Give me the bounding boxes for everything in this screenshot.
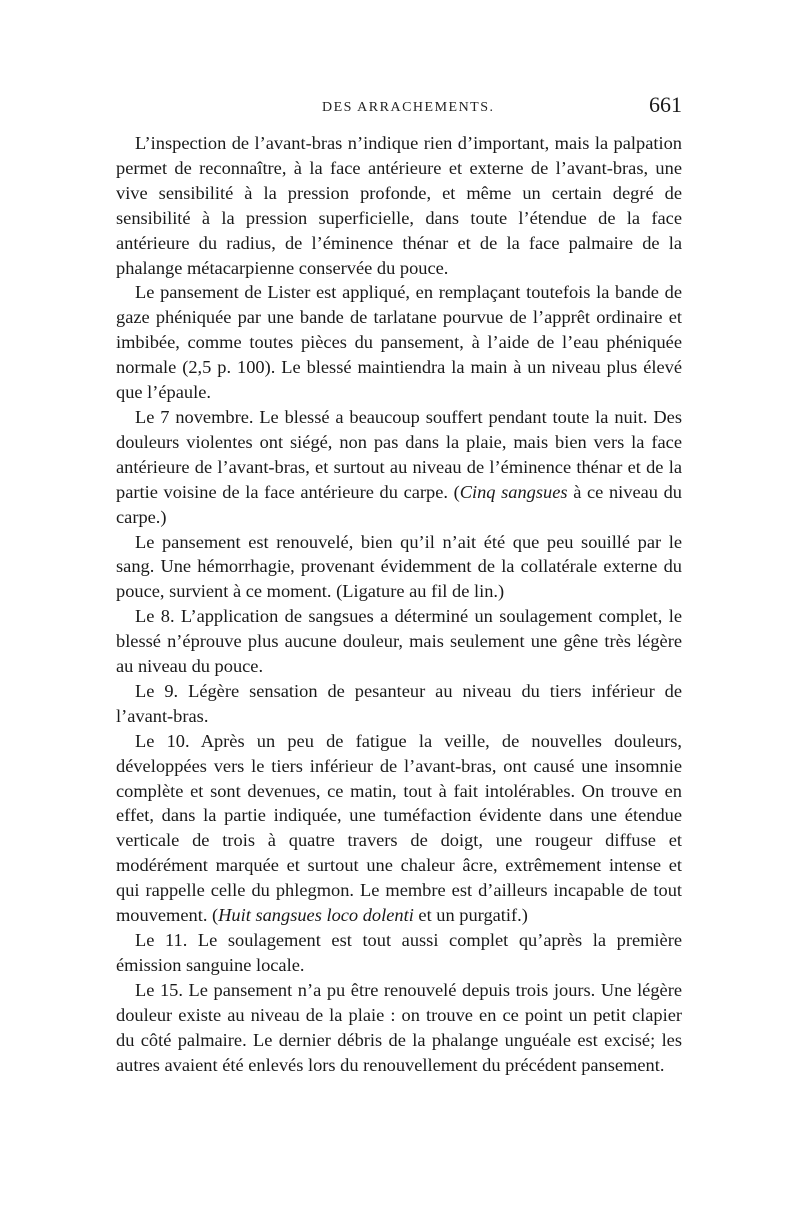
paragraph-text-after: à ce niveau du carpe.) <box>116 481 682 527</box>
paragraph-text: Le pansement est renouvelé, bien qu’il n’ait été que peu souillé par le sang. Une hémorrhagie, provenant évidemment de la collatérale externe du pouce, survient à ce moment. (Ligature au fil de lin.) <box>116 531 682 602</box>
paragraph-le-9 <box>116 679 682 729</box>
paragraph-pansement-renouvele <box>116 530 682 605</box>
paragraph-le-8 <box>116 604 682 679</box>
italic-remedy: Cinq sangsues <box>459 481 568 502</box>
paragraph-le-11 <box>116 928 682 978</box>
paragraph-text: Le 15. Le pansement n’a pu être renouvelé depuis trois jours. Une légère douleur existe au niveau de la plaie : on trouve en ce point un petit clapier du côté palmaire. Le dernier débris de la phalange unguéale est excisé; les autres avaient été enlevés lors du renouvellement du précédent pansement. <box>116 979 682 1075</box>
paragraph-text: Le 9. Légère sensation de pesanteur au niveau du tiers inférieur de l’avant-bras. <box>116 680 682 726</box>
paragraph-inspection <box>116 131 682 280</box>
paragraph-text: Le 10. Après un peu de fatigue la veille, de nouvelles douleurs, développées vers le tiers inférieur de l’avant-bras, ont causé une insomnie complète et sont devenues, ce matin, tout à fait intolérables. On trouve en effet, dans la partie indiquée, une tuméfaction évidente dans une étendue verticale de trois à quatre travers de doigt, une rougeur diffuse et modérément marquée et surtout une chaleur âcre, extrêmement intense et qui rappelle celle du phlegmon. Le membre est d’ailleurs incapable de tout mouvement. ( <box>116 730 682 926</box>
paragraph-pansement-lister <box>116 280 682 405</box>
body-text <box>116 131 682 1077</box>
paragraph-le-15 <box>116 978 682 1078</box>
page-number: 661 <box>649 92 682 117</box>
page-header <box>116 92 682 126</box>
paragraph-text: Le 7 novembre. Le blessé a beaucoup souffert pendant toute la nuit. Des douleurs violentes ont siégé, non pas dans la plaie, mais bien vers la face antérieure de l’avant-bras, et surtout au niveau de l’éminence thénar et de la partie voisine de la face antérieure du carpe. ( <box>116 406 682 502</box>
paragraph-text: Le pansement de Lister est appliqué, en remplaçant toutefois la bande de gaze phéniquée par une bande de tarlatane pourvue de l’apprêt ordinaire et imbibée, comme toutes pièces du pansement, à l’aide de l’eau phéniquée normale (2,5 p. 100). Le blessé maintiendra la main à un niveau plus élevé que l’épaule. <box>116 282 682 403</box>
paragraph-text: Le 8. L’application de sangsues a déterminé un soulagement complet, le blessé n’éprouve plus aucune douleur, mais seulement une gêne très légère au niveau du pouce. <box>116 606 682 677</box>
italic-remedy: Huit sangsues loco dolenti <box>218 905 414 926</box>
paragraph-text: Le 11. Le soulagement est tout aussi complet qu’après la première émission sanguine locale. <box>116 930 682 975</box>
paragraph-7-novembre <box>116 405 682 530</box>
paragraph-text-after: et un purgatif.) <box>413 905 528 926</box>
paragraph-text: L’inspection de l’avant-bras n’indique rien d’important, mais la palpation permet de reconnaître, à la face antérieure et externe de l’avant-bras, une vive sensibilité à la pression profonde, et même un certain degré de sensibilité à la pression superficielle, dans toute l’étendue de la face antérieure du radius, de l’éminence thénar et de la face palmaire de la phalange métacarpienne conservée du pouce. <box>116 133 682 278</box>
paragraph-le-10 <box>116 729 682 928</box>
running-head: DES ARRACHEMENTS. <box>322 100 495 115</box>
